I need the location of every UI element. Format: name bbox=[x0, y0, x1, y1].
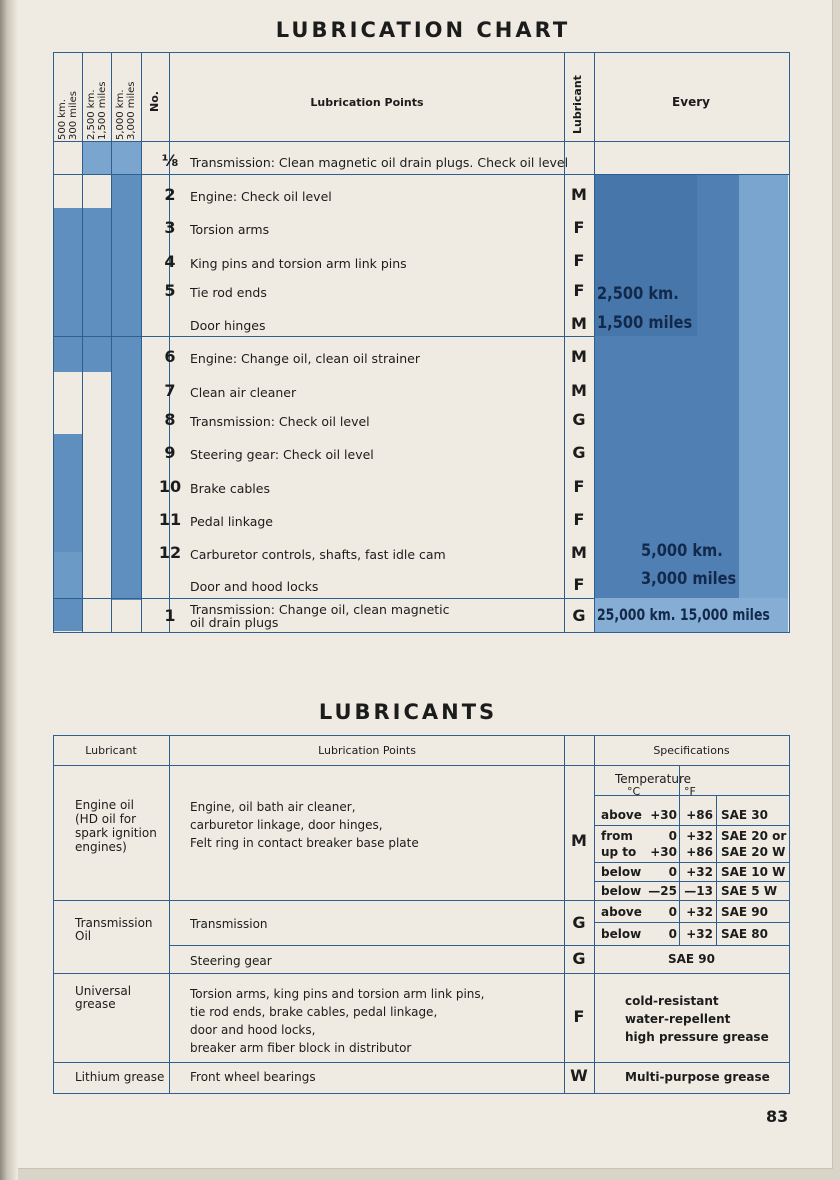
row-lubricant: G bbox=[572, 606, 586, 625]
row-no: 12 bbox=[158, 543, 182, 562]
row-point: Pedal linkage bbox=[190, 514, 273, 529]
transmission-oil-point: Transmission bbox=[190, 917, 268, 931]
row-no: 11 bbox=[158, 510, 182, 529]
engine-oil-points: Engine, oil bath air cleaner, carburetor linkage, door hinges, Felt ring in contact breaker base plate bbox=[190, 800, 419, 850]
row-no: 10 bbox=[158, 477, 182, 496]
lub-header-lubricant: Lubricant bbox=[85, 744, 137, 757]
every-5000-km: 5,000 km. bbox=[641, 541, 723, 561]
spec-c: 0 bbox=[668, 829, 677, 843]
lubrication-chart-table bbox=[53, 52, 789, 632]
row-point: Transmission: Clean magnetic oil drain plugs. Check oil level bbox=[190, 155, 569, 170]
temperature-label: Temperature bbox=[615, 772, 692, 786]
row-no: 1 bbox=[164, 606, 176, 625]
row-point: Transmission: Check oil level bbox=[190, 414, 370, 429]
row-no: 9 bbox=[164, 443, 176, 462]
row-lubricant: F bbox=[573, 218, 585, 237]
spec-c: +30 bbox=[650, 845, 677, 859]
row-lubricant: M bbox=[571, 314, 587, 333]
transmission-oil-name: Transmission Oil bbox=[75, 916, 153, 943]
row-point: Brake cables bbox=[190, 481, 270, 496]
col-header-lubricant: Lubricant bbox=[571, 75, 584, 134]
spec-f: +86 bbox=[686, 845, 713, 859]
every-5000-miles: 3,000 miles bbox=[641, 569, 737, 589]
spec-cond: below bbox=[601, 927, 642, 941]
universal-grease-points: Torsion arms, king pins and torsion arm link pins, tie rod ends, brake cables, pedal linkage, door and hood locks, breaker arm fiber block in distributor bbox=[190, 987, 485, 1055]
spec-sae: SAE 90 bbox=[721, 905, 769, 919]
unit-c: °C bbox=[627, 785, 641, 798]
spec-f: +32 bbox=[686, 905, 713, 919]
spec-sae: SAE 5 W bbox=[721, 884, 778, 898]
row-lubricant: F bbox=[573, 477, 585, 496]
col-header-2500: 2,500 km. 1,500 miles bbox=[86, 81, 108, 140]
row-point: Torsion arms bbox=[190, 222, 270, 237]
spec-c: +30 bbox=[650, 808, 677, 822]
row-lubricant: G bbox=[572, 410, 586, 429]
spec-sae: SAE 80 bbox=[721, 927, 769, 941]
spec-sae: SAE 10 W bbox=[721, 865, 786, 879]
row-point: Steering gear: Check oil level bbox=[190, 447, 374, 462]
lubricants-table bbox=[53, 735, 789, 1093]
lithium-grease-code: W bbox=[570, 1066, 588, 1085]
col-header-no: No. bbox=[148, 91, 161, 112]
row-lubricant: F bbox=[573, 281, 585, 300]
every-2500-miles: 1,500 miles bbox=[597, 313, 693, 333]
spec-c: —25 bbox=[648, 884, 677, 898]
row-lubricant: F bbox=[573, 510, 585, 529]
steering-gear-code: G bbox=[572, 949, 586, 968]
row-no: 3 bbox=[164, 218, 176, 237]
every-2500-km: 2,500 km. bbox=[597, 284, 679, 304]
transmission-oil-code: G bbox=[572, 913, 586, 932]
row-point: Transmission: Change oil, clean magnetic oil drain plugs bbox=[190, 602, 450, 630]
spec-cond: above bbox=[601, 905, 642, 919]
row-lubricant: F bbox=[573, 251, 585, 270]
spec-cond: up to bbox=[601, 845, 637, 859]
spec-f: +86 bbox=[686, 808, 713, 822]
row-lubricant: M bbox=[571, 381, 587, 400]
col-header-500: 500 km. 300 miles bbox=[57, 91, 79, 140]
spec-f: +32 bbox=[686, 829, 713, 843]
spec-cond: from bbox=[601, 829, 633, 843]
spec-sae: SAE 20 or bbox=[721, 829, 787, 843]
col-header-5000: 5,000 km. 3,000 miles bbox=[115, 81, 137, 140]
engine-oil-name: Engine oil (HD oil for spark ignition engines) bbox=[75, 798, 157, 854]
row-point: King pins and torsion arm link pins bbox=[190, 256, 407, 271]
every-25000: 25,000 km. 15,000 miles bbox=[597, 605, 770, 624]
row-point: Clean air cleaner bbox=[190, 385, 297, 400]
manual-page bbox=[14, 0, 832, 1168]
lithium-grease-point: Front wheel bearings bbox=[190, 1070, 316, 1084]
spec-cond: below bbox=[601, 884, 642, 898]
spec-f: +32 bbox=[686, 927, 713, 941]
engine-oil-code: M bbox=[571, 831, 587, 850]
spec-c: 0 bbox=[668, 905, 677, 919]
lithium-grease-spec: Multi-purpose grease bbox=[625, 1070, 770, 1084]
steering-gear-point: Steering gear bbox=[190, 954, 272, 968]
row-point: Engine: Check oil level bbox=[190, 189, 332, 204]
row-no: 2 bbox=[164, 185, 176, 204]
lubricants-title: LUBRICANTS bbox=[318, 700, 498, 724]
row-no: 8 bbox=[164, 410, 176, 429]
spec-cond: below bbox=[601, 865, 642, 879]
row-point: Engine: Change oil, clean oil strainer bbox=[190, 351, 420, 366]
unit-f: °F bbox=[684, 785, 696, 798]
universal-grease-specs: cold-resistant water-repellent high pressure grease bbox=[625, 994, 769, 1044]
row-no: 7 bbox=[164, 381, 176, 400]
chart-title: LUBRICATION CHART bbox=[275, 18, 571, 42]
lub-header-points: Lubrication Points bbox=[318, 744, 416, 757]
spec-sae: SAE 20 W bbox=[721, 845, 786, 859]
row-no: 5 bbox=[164, 281, 176, 300]
spec-cond: above bbox=[601, 808, 642, 822]
spec-f: +32 bbox=[686, 865, 713, 879]
row-lubricant: F bbox=[573, 575, 585, 594]
row-point: Door and hood locks bbox=[190, 579, 319, 594]
col-header-points: Lubrication Points bbox=[310, 96, 424, 109]
spec-c: 0 bbox=[668, 865, 677, 879]
row-point: Carburetor controls, shafts, fast idle cam bbox=[190, 547, 446, 562]
row-no: 6 bbox=[164, 347, 176, 366]
page-number: 83 bbox=[766, 1107, 789, 1126]
spec-c: 0 bbox=[668, 927, 677, 941]
lithium-grease-name: Lithium grease bbox=[75, 1070, 165, 1084]
col-header-every: Every bbox=[672, 95, 710, 109]
spec-sae: SAE 30 bbox=[721, 808, 769, 822]
row-point: Door hinges bbox=[190, 318, 266, 333]
row-point: Tie rod ends bbox=[190, 285, 267, 300]
universal-grease-name: Universal grease bbox=[75, 984, 132, 1011]
steering-gear-spec: SAE 90 bbox=[667, 952, 715, 966]
spec-f: —13 bbox=[684, 884, 713, 898]
row-lubricant: M bbox=[571, 347, 587, 366]
row-lubricant: M bbox=[571, 543, 587, 562]
row-lubricant: M bbox=[571, 185, 587, 204]
row-lubricant: G bbox=[572, 443, 586, 462]
row-no: ⅛ bbox=[161, 151, 179, 170]
lub-header-specs: Specifications bbox=[653, 744, 730, 757]
row-no: 4 bbox=[164, 252, 176, 271]
universal-grease-code: F bbox=[573, 1007, 585, 1026]
